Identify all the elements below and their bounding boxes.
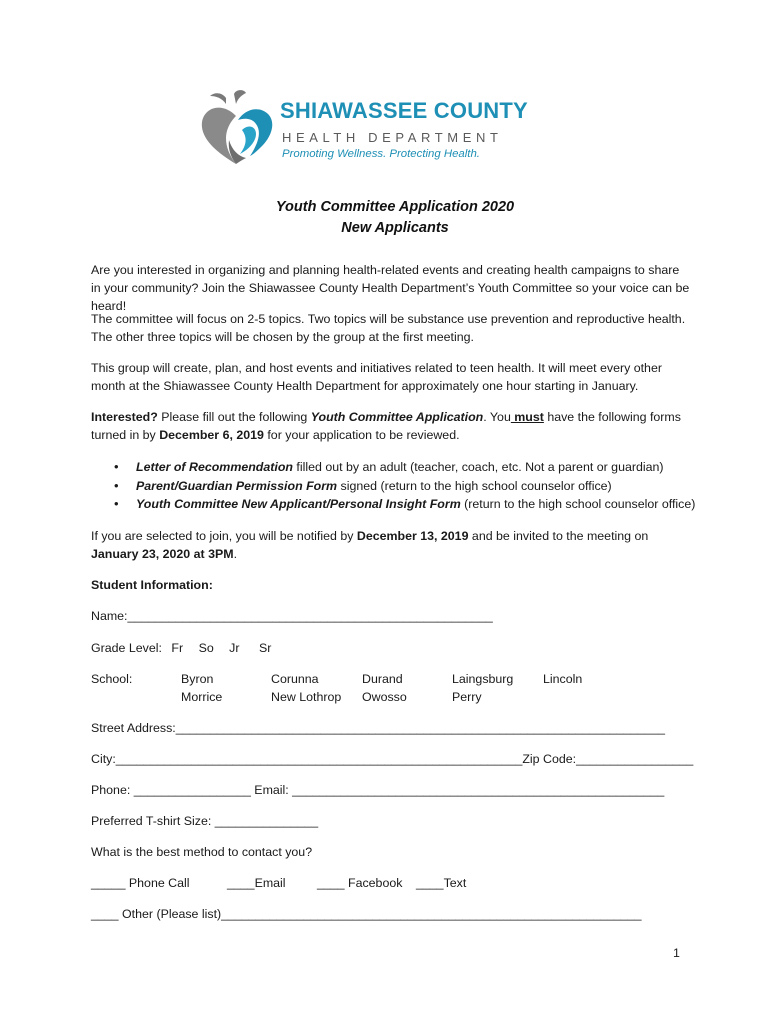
- meeting-date: January 23, 2020 at 3PM: [91, 547, 234, 561]
- grade-option-so[interactable]: So: [198, 641, 214, 655]
- student-info-heading: Student Information:: [91, 578, 213, 592]
- page-number: 1: [673, 946, 680, 960]
- logo-department-name: HEALTH DEPARTMENT: [282, 130, 503, 145]
- contact-method-question: What is the best method to contact you?: [91, 845, 313, 859]
- grade-option-fr[interactable]: Fr: [171, 641, 184, 655]
- interested-paragraph: [91, 408, 691, 444]
- school-option-perry[interactable]: Perry: [452, 690, 482, 704]
- form-note: signed (return to the high school counselor office): [337, 478, 612, 493]
- school-option-new-lothrop[interactable]: New Lothrop: [271, 690, 342, 704]
- application-form-name: Youth Committee Application: [310, 410, 484, 424]
- interested-text-2: . You: [483, 410, 511, 424]
- apple-heart-icon: [196, 90, 280, 174]
- phone-email-field[interactable]: Phone: _________________ Email: ______________________________________________________: [91, 783, 665, 797]
- name-field[interactable]: Name:_____________________________________________________: [91, 609, 493, 623]
- contact-option-facebook[interactable]: ____ Facebook: [317, 876, 403, 890]
- document-title: Youth Committee Application 2020: [275, 199, 515, 215]
- tshirt-size-field[interactable]: Preferred T-shirt Size: _______________: [91, 814, 319, 828]
- notification-date: December 13, 2019: [356, 529, 469, 543]
- school-option-owosso[interactable]: Owosso: [362, 690, 407, 704]
- health-department-logo: [196, 90, 541, 174]
- form-name: Youth Committee New Applicant/Personal Insight Form: [136, 497, 461, 511]
- school-option-durand[interactable]: Durand: [362, 672, 403, 686]
- selection-text-1: If you are selected to join, you will be notified by: [91, 529, 357, 543]
- school-option-lincoln[interactable]: Lincoln: [543, 672, 583, 686]
- must-emphasis: must: [510, 410, 544, 424]
- grade-option-sr[interactable]: Sr: [258, 641, 272, 655]
- street-address-field[interactable]: Street Address:_______________________________________________________________________: [91, 721, 665, 735]
- interested-text-3: have the following forms turned in by: [91, 410, 681, 442]
- list-item: [91, 477, 691, 496]
- list-item: [91, 495, 696, 514]
- school-option-laingsburg[interactable]: Laingsburg: [452, 672, 514, 686]
- selection-text-3: .: [233, 547, 238, 561]
- form-name: Letter of Recommendation: [136, 460, 293, 474]
- school-option-morrice[interactable]: Morrice: [181, 690, 223, 704]
- grade-level-row: [91, 639, 271, 657]
- application-deadline: December 6, 2019: [159, 428, 264, 442]
- grade-level-label: Grade Level:: [91, 641, 162, 655]
- form-note: filled out by an adult (teacher, coach, etc. Not a parent or guardian): [292, 460, 664, 474]
- intro-paragraph-2: The committee will focus on 2-5 topics. Two topics will be substance use prevention and reproductive health. The other three topics will be chosen by the group at the first meeting.: [91, 312, 686, 344]
- grade-option-jr[interactable]: Jr: [229, 641, 240, 655]
- contact-option-email[interactable]: ____Email: [227, 876, 286, 890]
- contact-option-text[interactable]: ____Text: [416, 876, 467, 890]
- selection-paragraph: [91, 527, 691, 563]
- logo-county-name: SHIAWASSEE COUNTY: [280, 98, 528, 123]
- interested-text-1: Please fill out the following: [157, 410, 311, 424]
- school-option-corunna[interactable]: Corunna: [271, 672, 319, 686]
- intro-paragraph-3: This group will create, plan, and host events and initiatives related to teen health. It will meet every other month at the Shiawassee County Health Department for approximately one hour starting in January.: [91, 361, 662, 393]
- form-name: Parent/Guardian Permission Form: [136, 478, 338, 493]
- contact-option-phone[interactable]: _____ Phone Call: [91, 876, 190, 890]
- school-option-byron[interactable]: Byron: [181, 672, 214, 686]
- document-subtitle: New Applicants: [341, 220, 449, 236]
- required-forms-list: [91, 458, 696, 514]
- logo-tagline: Promoting Wellness. Protecting Health.: [282, 148, 480, 160]
- intro-paragraph-1: Are you interested in organizing and planning health-related events and creating health campaigns to share in your community? Join the Shiawassee County Health Department’s Youth Committee so your voice can be heard!: [91, 263, 690, 313]
- list-item: [91, 458, 691, 477]
- other-contact-field[interactable]: ____ Other (Please list)_____________________________________________________________: [91, 907, 642, 921]
- interested-text-4: for your application to be reviewed.: [263, 428, 460, 442]
- interested-lead: Interested?: [91, 410, 158, 424]
- city-zip-field[interactable]: City:___________________________________________________________Zip Code:_________________: [91, 752, 694, 766]
- selection-text-2: and be invited to the meeting on: [468, 529, 649, 543]
- school-label: School:: [91, 672, 133, 686]
- form-note: (return to the high school counselor office): [460, 497, 696, 511]
